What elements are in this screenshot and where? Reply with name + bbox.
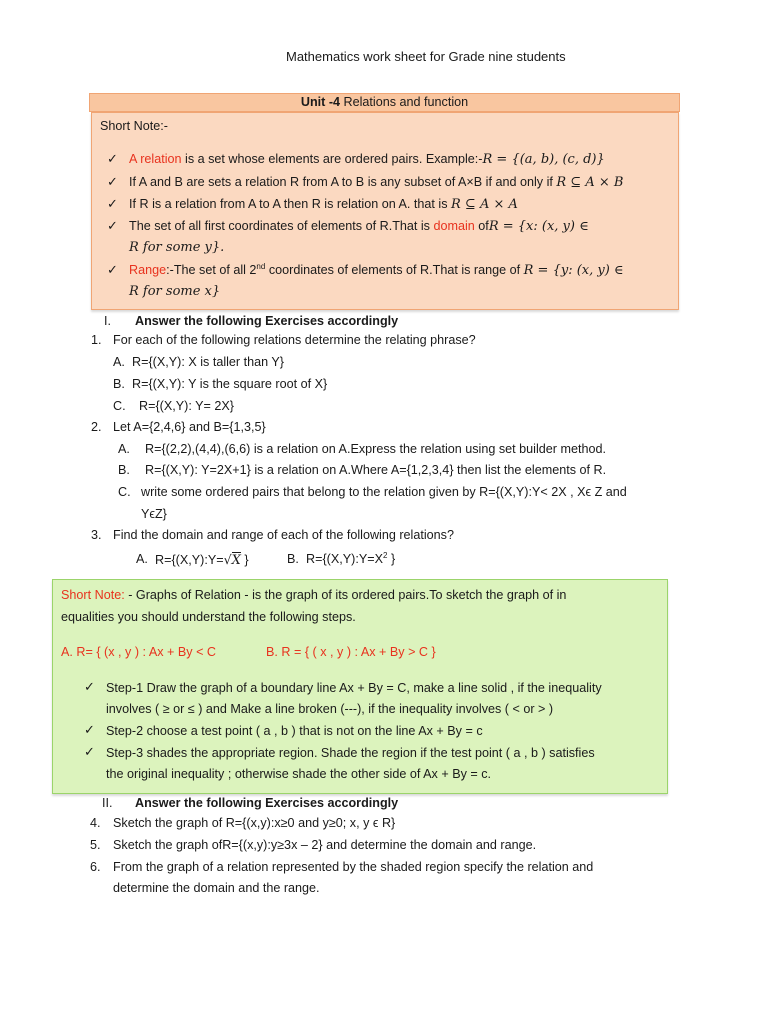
section-1-numeral: I. (104, 314, 111, 328)
q3-b-text: $R=\{(X,Y):Y=X^2$ } (306, 551, 396, 566)
note1-bullet-5-line2: R for some x} (129, 284, 221, 299)
section-1-heading: Answer the following Exercises accordingly (135, 314, 399, 328)
checkmark-icon: ✓ (107, 262, 118, 277)
q2-b-label: B. (118, 463, 130, 477)
note2-step-3-line2: the original inequality ; otherwise shade the other side of Ax + By = c. (106, 767, 492, 781)
q3-text: Find the domain and range of each of the following relations? (113, 528, 454, 542)
q2-c-text: write some ordered pairs that belong to the relation given by R={(X,Y):Y< 2X , Xϵ Z and (141, 485, 627, 499)
q6-text: From the graph of a relation represented by the shaded region specify the relation and (113, 860, 594, 874)
checkmark-icon: ✓ (107, 151, 118, 166)
unit-prefix: Unit -4 (300, 95, 341, 109)
checkmark-icon: ✓ (107, 174, 118, 189)
q1-a-text: R={(X,Y): X is taller than Y} (132, 355, 285, 369)
note2-step-3: Step-3 shades the appropriate region. Shade the region if the test point ( a , b ) satisfies (106, 746, 595, 760)
q5-text: Sketch the graph ofR={(x,y):y≥3x – 2} and determine the domain and range. (113, 838, 537, 852)
note2-line-2: equalities you should understand the following steps. (61, 610, 356, 624)
note1-bullet-4: The set of all first coordinates of elements of R.That is domain ofR = {x: (x, y) ∈ (129, 219, 589, 234)
q2-number: 2. (91, 420, 102, 434)
checkmark-icon: ✓ (107, 218, 118, 233)
note2-step-1-line2: involves ( ≥ or ≤ ) and Make a line broken (---), if the inequality involves ( < or > ) (106, 702, 554, 716)
short-note-heading: Short Note:- (100, 119, 168, 133)
q2-c-text-line2: YϵZ} (141, 507, 167, 521)
note2-step-2: Step-2 choose a test point ( a , b ) that is not on the line Ax + By = c (106, 724, 483, 738)
section-2-numeral: II. (102, 796, 113, 810)
checkmark-icon: ✓ (84, 744, 95, 759)
checkmark-icon: ✓ (107, 196, 118, 211)
note2-step-1: Step-1 Draw the graph of a boundary line Ax + By = C, make a line solid , if the inequality (106, 681, 602, 695)
q1-b-text: R={(X,Y): Y is the square root of X} (132, 377, 328, 391)
q1-number: 1. (91, 333, 102, 347)
page-title: Mathematics work sheet for Grade nine students (286, 49, 566, 64)
q1-c-text: R={(X,Y): Y= 2X} (139, 399, 234, 413)
note2-option-b: B. R = { ( x , y ) : Ax + By > C } (266, 645, 436, 659)
q4-text: Sketch the graph of R={(x,y):x≥0 and y≥0; x, y ϵ R} (113, 816, 396, 830)
checkmark-icon: ✓ (84, 679, 95, 694)
checkmark-icon: ✓ (84, 722, 95, 737)
q3-a-text: R={(X,Y):Y=√X } (155, 552, 249, 568)
q1-a-label: A. (113, 355, 125, 369)
q3-a-label: A. (136, 552, 148, 566)
q1-b-label: B. (113, 377, 125, 391)
q2-c-label: C. (118, 485, 131, 499)
q3-b-label: B. (287, 552, 299, 566)
q6-number: 6. (90, 860, 101, 874)
note1-bullet-4-line2: R for some y}. (129, 240, 225, 255)
q2-a-label: A. (118, 442, 130, 456)
q1-text: For each of the following relations determine the relating phrase? (113, 333, 476, 347)
q6-text-line2: determine the domain and the range. (113, 881, 320, 895)
note2-line-1: Short Note: - Graphs of Relation - is the graph of its ordered pairs.To sketch the graph of in (61, 588, 567, 602)
q2-b-text: R={(X,Y): Y=2X+1} is a relation on A.Where A={1,2,3,4} then list the elements of R. (145, 463, 607, 477)
q4-number: 4. (90, 816, 101, 830)
note1-bullet-5: Range:-The set of all 2nd coordinates of elements of R.That is range of R = {y: (x, y) ∈ (129, 262, 624, 278)
note1-bullet-2: If A and B are sets a relation R from A to B is any subset of A×B if and only if R ⊆ A × B (129, 175, 624, 190)
note1-bullet-1: A relation is a set whose elements are ordered pairs. Example:-R = {(a, b), (c, d)} (129, 152, 605, 167)
note2-option-a: A. R= { (x , y ) : Ax + By < C (61, 645, 217, 659)
q2-text: Let A={2,4,6} and B={1,3,5} (113, 420, 266, 434)
q2-a-text: R={(2,2),(4,4),(6,6) is a relation on A.Express the relation using set builder method. (145, 442, 606, 456)
note1-bullet-3: If R is a relation from A to A then R is relation on A. that is R ⊆ A × A (129, 197, 518, 212)
section-2-heading: Answer the following Exercises accordingly (135, 796, 399, 810)
q3-number: 3. (91, 528, 102, 542)
unit-header (89, 93, 680, 112)
unit-name: Relations and function (340, 95, 469, 109)
q5-number: 5. (90, 838, 101, 852)
q1-c-label: C. (113, 399, 126, 413)
